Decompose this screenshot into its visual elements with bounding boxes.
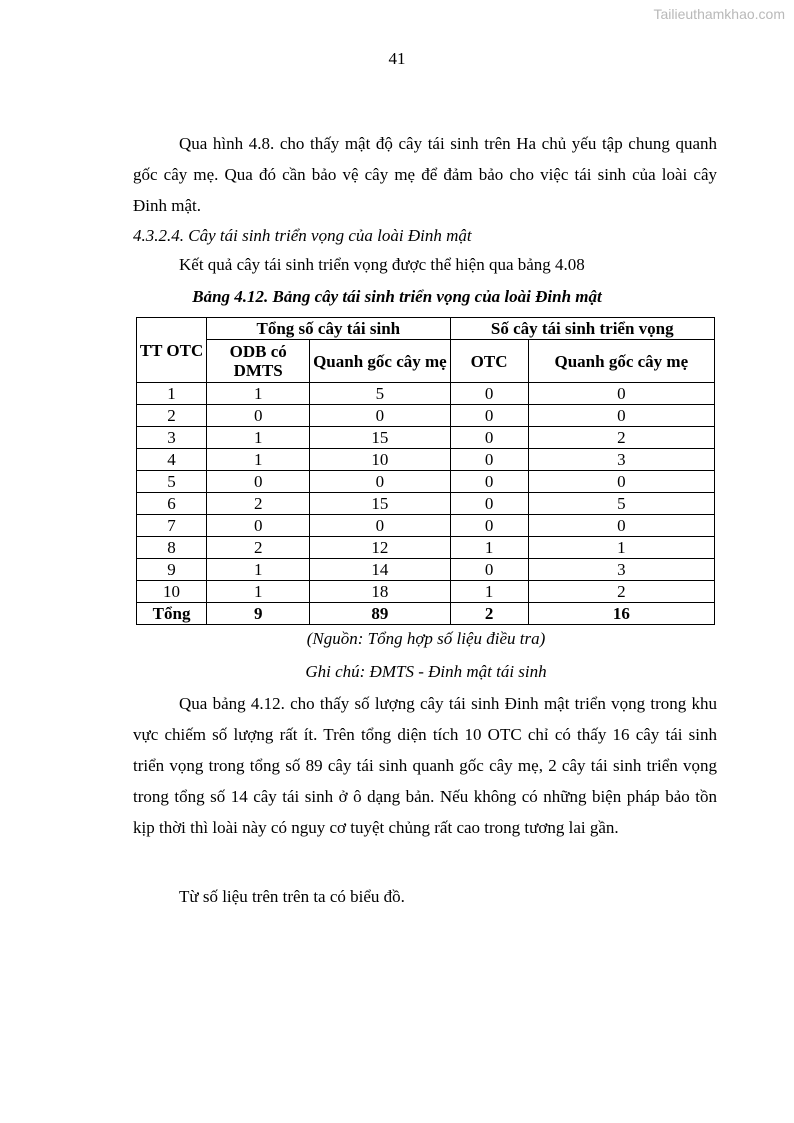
table-cell: 1	[528, 537, 714, 559]
table-cell: 0	[450, 383, 528, 405]
source-note: (Nguồn: Tổng hợp số liệu điều tra)	[306, 629, 546, 648]
header-promising-regeneration: Số cây tái sinh triển vọng	[450, 318, 714, 340]
table-cell: 5	[310, 383, 450, 405]
table-cell: 9	[137, 559, 207, 581]
table-cell: 89	[310, 603, 450, 625]
header-quanh-goc-2: Quanh gốc cây mẹ	[528, 340, 714, 383]
table-cell: 0	[450, 493, 528, 515]
header-tt-otc: TT OTC	[137, 318, 207, 383]
table-cell: 2	[137, 405, 207, 427]
header-odb: ODB có DMTS	[207, 340, 310, 383]
table-cell: 12	[310, 537, 450, 559]
table-cell: 2	[207, 537, 310, 559]
table-row	[137, 559, 715, 581]
table-cell: 0	[528, 383, 714, 405]
table-cell: 0	[310, 405, 450, 427]
table-cell: 0	[528, 515, 714, 537]
table-cell: 0	[450, 515, 528, 537]
table-cell: 2	[207, 493, 310, 515]
table-row	[137, 405, 715, 427]
table-cell: 2	[528, 427, 714, 449]
table-cell: 0	[528, 471, 714, 493]
table-cell: 14	[310, 559, 450, 581]
table-cell: 0	[207, 471, 310, 493]
table-cell: 0	[528, 405, 714, 427]
table-cell: 1	[450, 581, 528, 603]
footnote: Ghi chú: ĐMTS - Đinh mật tái sinh	[305, 662, 547, 681]
table-cell: 1	[137, 383, 207, 405]
table-cell: 1	[207, 581, 310, 603]
table-cell: 16	[528, 603, 714, 625]
table-cell: 3	[528, 449, 714, 471]
table-cell: 1	[207, 559, 310, 581]
table-cell: 0	[207, 405, 310, 427]
page-number: 41	[388, 49, 406, 68]
header-otc: OTC	[450, 340, 528, 383]
table-cell: 0	[450, 449, 528, 471]
table-subheader-row	[137, 340, 715, 383]
table-row	[137, 449, 715, 471]
table-cell: 4	[137, 449, 207, 471]
watermark: Tailieuthamkhao.com	[653, 6, 785, 22]
section-heading: 4.3.2.4. Cây tái sinh triển vọng của loài Đinh mật	[133, 226, 472, 245]
table-caption: Bảng 4.12. Bảng cây tái sinh triển vọng của loài Đinh mật	[192, 287, 602, 306]
table-header-row	[137, 318, 715, 340]
table-cell: 0	[310, 471, 450, 493]
table-row	[137, 471, 715, 493]
header-quanh-goc-1: Quanh gốc cây mẹ	[310, 340, 450, 383]
table-row	[137, 493, 715, 515]
table-cell: Tổng	[137, 603, 207, 625]
table-cell: 0	[207, 515, 310, 537]
table-row	[137, 581, 715, 603]
table-cell: 2	[450, 603, 528, 625]
table-cell: 1	[207, 383, 310, 405]
table-row	[137, 515, 715, 537]
table-cell: 0	[450, 559, 528, 581]
analysis-paragraph: Qua bảng 4.12. cho thấy số lượng cây tái sinh Đinh mật triển vọng trong khu vực chiếm số lượng rất ít. Trên tổng diện tích 10 OTC chỉ có thấy 16 cây tái sinh triển vọng trong tổng số 89 cây tái sinh quanh gốc cây mẹ, 2 cây tái sinh triển vọng trong tổng số 14 cây tái sinh ở ô dạng bản. Nếu không có những biện pháp bảo tồn kịp thời thì loài này có nguy cơ tuyệt chủng rất cao trong tương lai gần.	[133, 694, 717, 837]
table-cell: 15	[310, 493, 450, 515]
table-row	[137, 383, 715, 405]
table-cell: 1	[207, 449, 310, 471]
table-cell: 5	[137, 471, 207, 493]
table-total-row	[137, 603, 715, 625]
table-cell: 1	[450, 537, 528, 559]
regeneration-table	[136, 317, 715, 625]
table-cell: 0	[450, 427, 528, 449]
table-cell: 0	[450, 471, 528, 493]
closing-paragraph: Từ số liệu trên trên ta có biểu đồ.	[179, 887, 405, 906]
table-cell: 0	[450, 405, 528, 427]
result-line: Kết quả cây tái sinh triển vọng được thể hiện qua bảng 4.08	[179, 255, 585, 274]
table-cell: 1	[207, 427, 310, 449]
table-cell: 15	[310, 427, 450, 449]
table-cell: 6	[137, 493, 207, 515]
table-cell: 18	[310, 581, 450, 603]
table-cell: 10	[137, 581, 207, 603]
table-row	[137, 427, 715, 449]
table-row	[137, 537, 715, 559]
intro-paragraph: Qua hình 4.8. cho thấy mật độ cây tái sinh trên Ha chủ yếu tập chung quanh gốc cây mẹ. Qua đó cần bảo vệ cây mẹ để đảm bảo cho việc tái sinh của loài cây Đinh mật.	[133, 134, 717, 215]
table-cell: 0	[310, 515, 450, 537]
table-cell: 9	[207, 603, 310, 625]
table-cell: 7	[137, 515, 207, 537]
header-total-regeneration: Tổng số cây tái sinh	[207, 318, 450, 340]
table-cell: 2	[528, 581, 714, 603]
table-cell: 8	[137, 537, 207, 559]
table-cell: 5	[528, 493, 714, 515]
table-cell: 3	[137, 427, 207, 449]
table-cell: 3	[528, 559, 714, 581]
table-cell: 10	[310, 449, 450, 471]
